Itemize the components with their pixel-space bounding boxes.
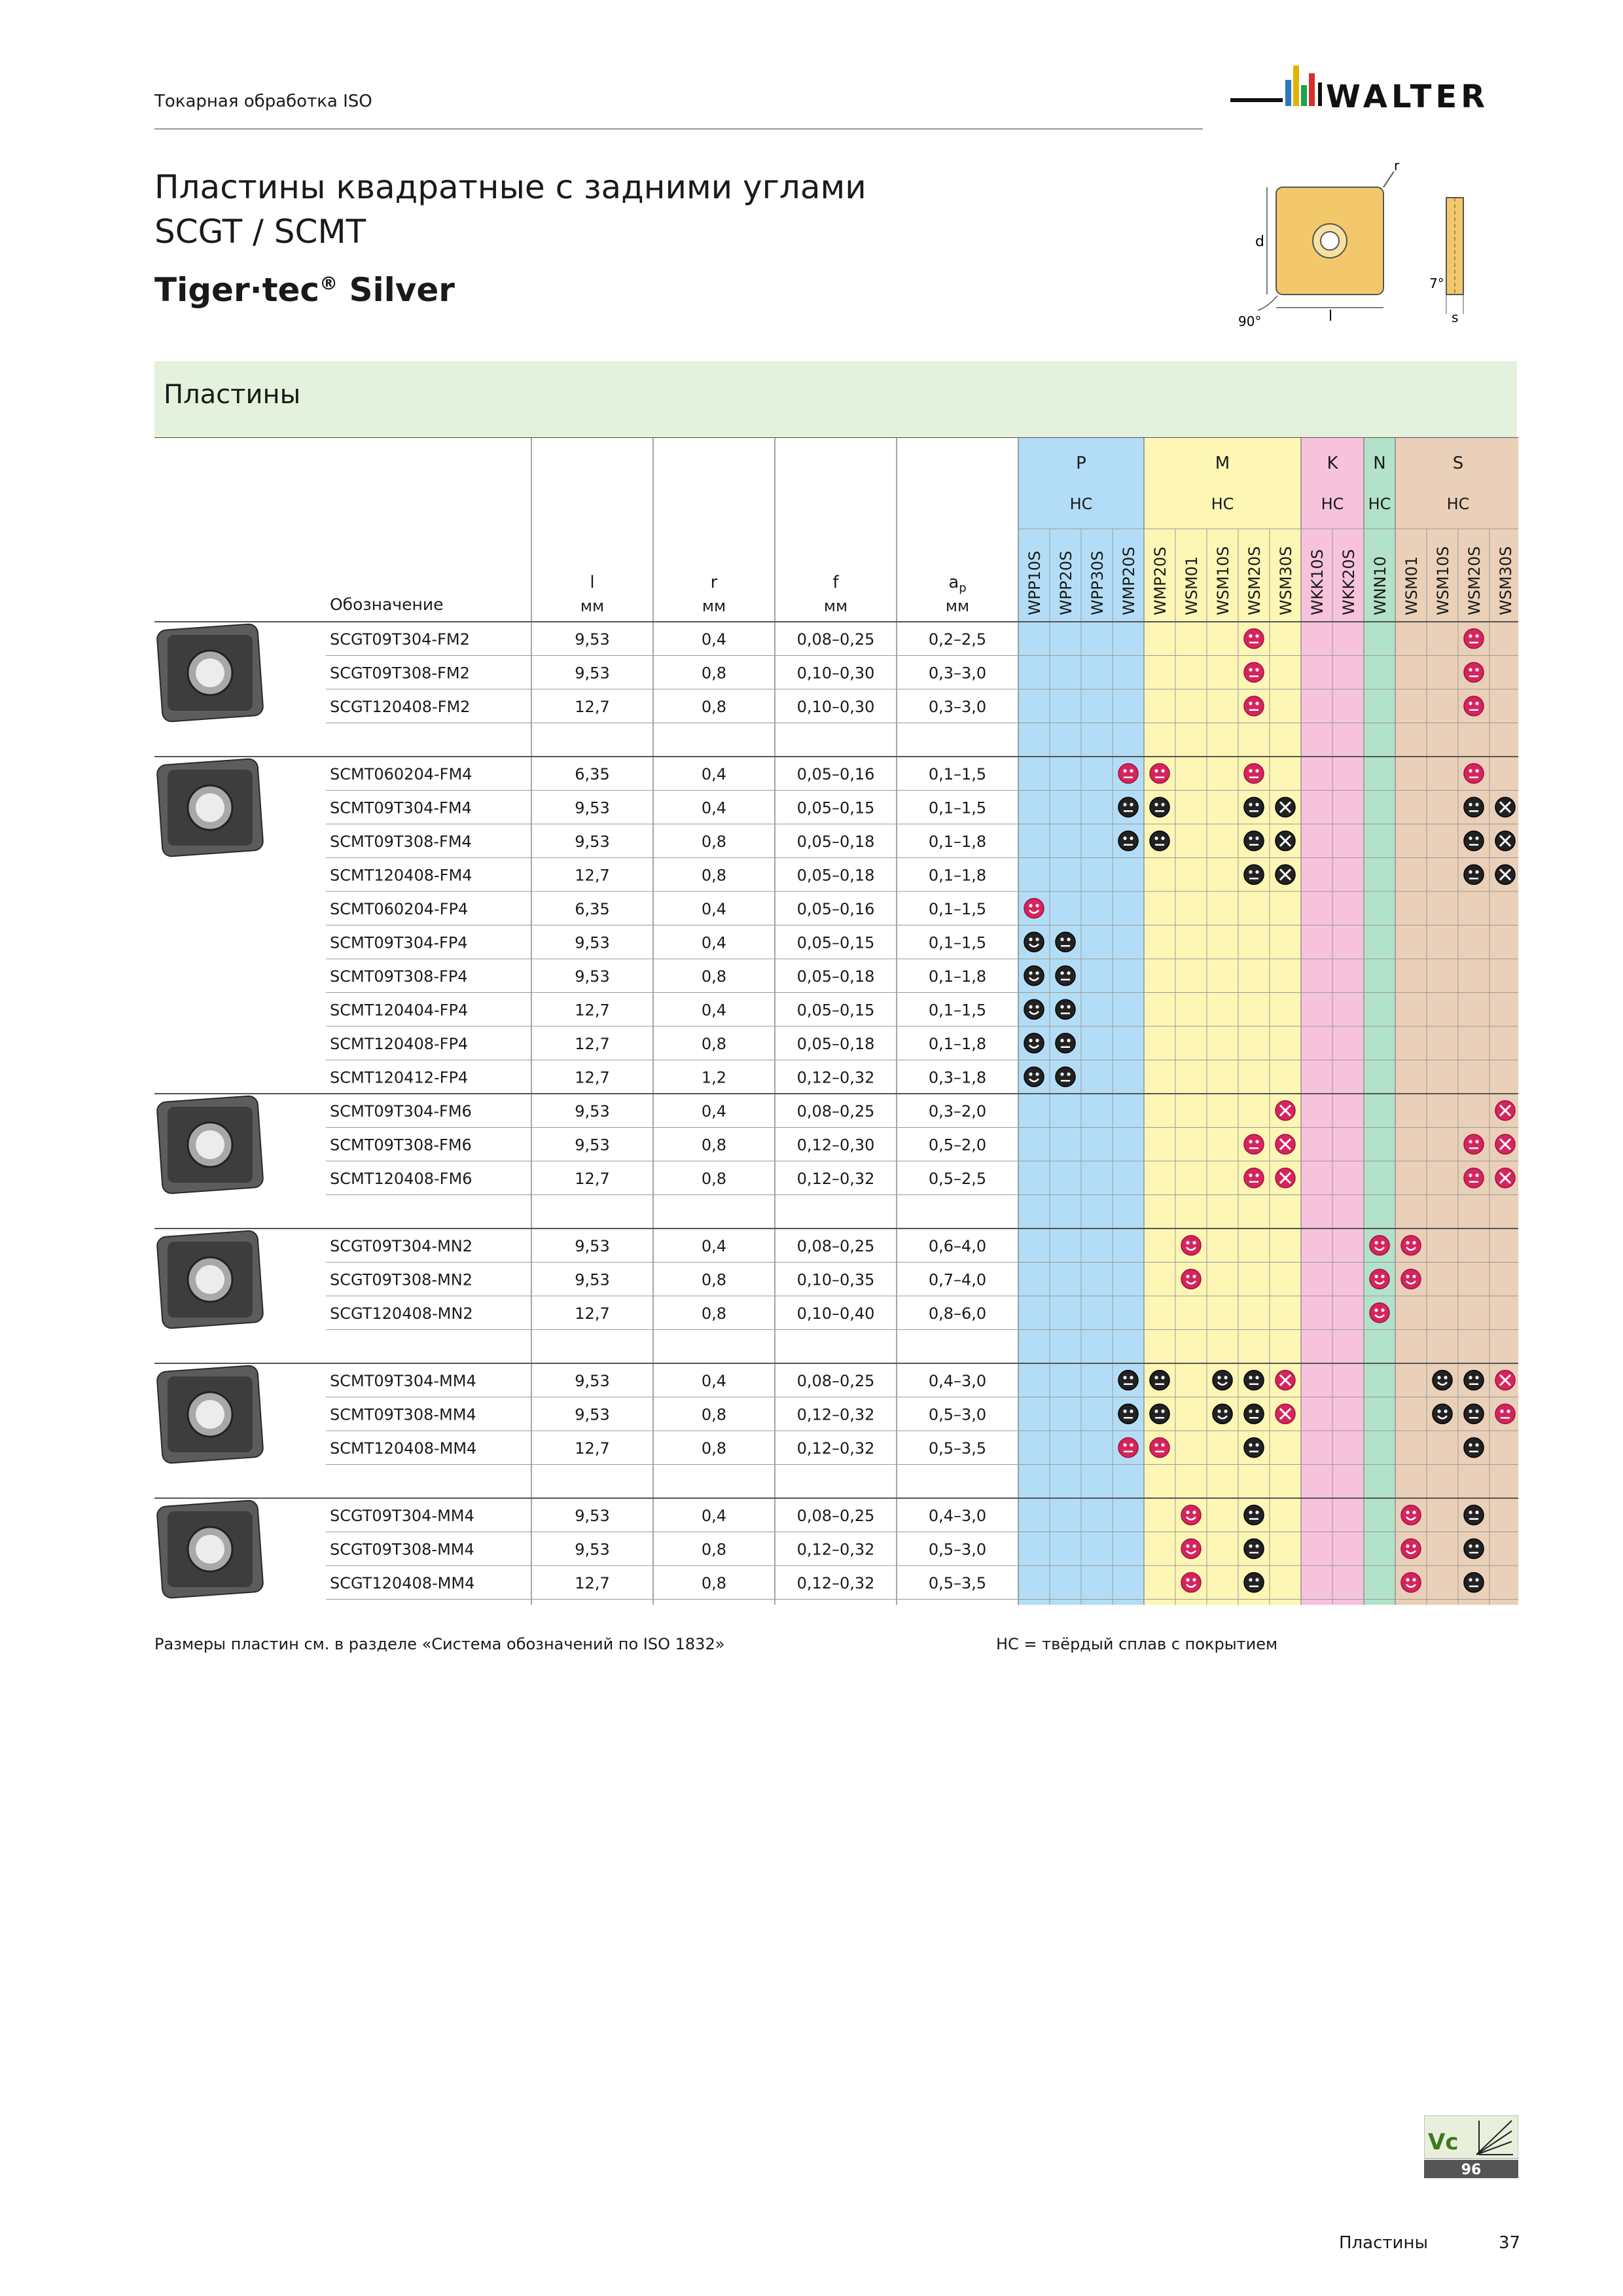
group-hc-label: HC [1321,495,1344,513]
designation-header: Обозначение [330,595,444,614]
depth-cell: 0,5–3,0 [928,1405,987,1424]
designation-cell: SCMT09T304-FM4 [330,798,472,817]
feed-cell: 0,05–0,18 [796,866,875,885]
radius-cell: 0,8 [701,1540,727,1559]
header-rule [154,128,1203,130]
designation-cell: SCGT09T308-FM2 [330,664,470,683]
depth-cell: 0,3–3,0 [928,697,987,716]
feed-cell: 0,05–0,15 [796,933,875,952]
length-cell: 9,53 [575,1102,610,1121]
brand-line-suffix: Silver [338,271,455,309]
depth-cell: 0,1–1,8 [928,1034,987,1053]
length-cell: 9,53 [575,832,610,851]
depth-cell: 0,1–1,8 [928,832,987,851]
suitability-neutral-icon [1118,1371,1138,1390]
cutting-data-badge[interactable] [1424,2115,1518,2178]
insert-photo-scgt-mm4 [156,1500,263,1598]
suitability-neutral-icon [1464,831,1484,851]
suitability-happy-red-icon [1370,1236,1389,1255]
label-angle-7: 7° [1429,276,1444,291]
grade-name-WSM10S: WSM10S [1214,546,1232,615]
designation-cell: SCGT09T304-FM2 [330,630,470,649]
grade-name-WKK10S: WKK10S [1308,549,1327,615]
radius-cell: 0,8 [701,866,727,885]
suitability-neutral-icon [1118,831,1138,851]
length-cell: 9,53 [575,664,610,683]
length-cell: 12,7 [575,1169,610,1188]
suitability-red-icon [1464,1168,1484,1188]
designation-cell: SCGT120408-MN2 [330,1304,473,1323]
suitability-red-icon [1150,764,1169,783]
depth-cell: 0,4–3,0 [928,1371,987,1390]
designation-cell: SCMT09T304-FP4 [330,933,468,952]
suitability-neutral-icon [1244,831,1264,851]
depth-cell: 0,1–1,5 [928,1001,987,1020]
depth-cell: 0,3–1,8 [928,1068,987,1087]
length-cell: 9,53 [575,1371,610,1390]
suitability-happy-icon [1024,932,1044,952]
suitability-neutral-icon [1244,1438,1264,1458]
suitability-neutral-icon [1244,1404,1264,1424]
suitability-cross-red-icon [1275,1168,1295,1188]
dim-header-a: $a_p$ [948,573,967,595]
suitability-neutral-icon [1244,1539,1264,1558]
feed-cell: 0,05–0,15 [796,1001,875,1020]
suitability-neutral-icon [1056,966,1075,986]
grade-name-WPP30S: WPP30S [1088,550,1107,615]
suitability-happy-icon [1213,1404,1232,1424]
insert-photo-scgt-fm2 [156,624,263,722]
suitability-neutral-icon [1150,1371,1169,1390]
radius-cell: 0,4 [701,933,727,952]
brand-wordmark: WALTER [1326,79,1489,115]
radius-cell: 0,8 [701,664,727,683]
group-letter-M: M [1215,454,1230,473]
length-cell: 12,7 [575,1068,610,1087]
suitability-happy-icon [1024,1033,1044,1053]
length-cell: 12,7 [575,1034,610,1053]
depth-cell: 0,2–2,5 [928,630,987,649]
radius-cell: 0,8 [701,1304,727,1323]
suitability-red-icon [1464,1134,1484,1154]
radius-cell: 0,8 [701,1270,727,1289]
length-cell: 9,53 [575,630,610,649]
length-cell: 9,53 [575,1506,610,1525]
feed-cell: 0,08–0,25 [796,1506,875,1525]
suitability-happy-red-icon [1401,1269,1421,1289]
label-l: l [1329,308,1333,325]
grade-name-WPP10S: WPP10S [1026,550,1044,615]
designation-cell: SCMT09T304-FM6 [330,1102,472,1121]
inserts-table [154,437,1518,1605]
section-band [154,361,1517,439]
suitability-cross-icon [1495,865,1515,884]
designation-cell: SCMT09T308-FP4 [330,967,468,986]
suitability-happy-red-icon [1181,1539,1201,1558]
designation-cell: SCMT120408-MM4 [330,1439,477,1458]
suitability-happy-icon [1024,1067,1044,1086]
brand-line-text: Tiger·tec [154,271,320,309]
feed-cell: 0,10–0,40 [796,1304,875,1323]
grade-name-WSM10S: WSM10S [1434,546,1452,615]
length-cell: 12,7 [575,866,610,885]
suitability-neutral-icon [1244,1505,1264,1525]
suitability-cross-red-icon [1495,1371,1515,1390]
label-r: r [1394,158,1400,173]
length-cell: 12,7 [575,697,610,716]
suitability-happy-red-icon [1370,1269,1389,1289]
suitability-cross-icon [1495,831,1515,851]
suitability-red-icon [1464,662,1484,682]
grade-name-WPP20S: WPP20S [1057,550,1075,615]
title-line-2: SCGT / SCMT [154,213,366,251]
dim-header-f: f [832,573,839,592]
depth-cell: 0,1–1,5 [928,933,987,952]
feed-cell: 0,05–0,18 [796,1034,875,1053]
designation-cell: SCGT09T304-MN2 [330,1236,473,1255]
suitability-cross-icon [1275,865,1295,884]
designation-cell: SCMT09T308-FM4 [330,832,472,851]
dim-header-r: r [710,573,718,592]
radius-cell: 0,8 [701,1405,727,1424]
feed-cell: 0,08–0,25 [796,1102,875,1121]
grade-name-WMP20S: WMP20S [1120,547,1138,615]
radius-cell: 0,4 [701,1236,727,1255]
suitability-cross-red-icon [1275,1371,1295,1390]
feed-cell: 0,05–0,15 [796,798,875,817]
length-cell: 12,7 [575,1573,610,1592]
page-number: 37 [1499,2233,1521,2253]
dim-unit: мм [945,597,970,615]
suitability-happy-icon [1213,1371,1232,1390]
suitability-happy-icon [1024,966,1044,986]
feed-cell: 0,10–0,35 [796,1270,875,1289]
suitability-neutral-icon [1244,1371,1264,1390]
footer-label: Пластины [1339,2233,1428,2253]
length-cell: 12,7 [575,1304,610,1323]
suitability-happy-red-icon [1181,1236,1201,1255]
suitability-cross-icon [1275,797,1295,817]
radius-cell: 0,8 [701,1573,727,1592]
depth-cell: 0,5–2,5 [928,1169,987,1188]
feed-cell: 0,12–0,32 [796,1540,875,1559]
suitability-red-icon [1495,1404,1515,1424]
group-letter-S: S [1452,454,1464,473]
grade-name-WSM01: WSM01 [1402,556,1421,615]
dim-unit: мм [702,597,726,615]
grade-name-WSM20S: WSM20S [1465,546,1484,615]
dim-header-l: l [590,573,595,592]
suitability-neutral-icon [1464,1539,1484,1558]
insert-photo-scmt-mm4 [156,1365,263,1463]
suitability-cross-red-icon [1275,1404,1295,1424]
radius-cell: 0,8 [701,1169,727,1188]
designation-cell: SCGT09T304-MM4 [330,1506,474,1525]
suitability-red-icon [1464,764,1484,783]
suitability-red-icon [1118,1438,1138,1458]
suitability-happy-red-icon [1401,1539,1421,1558]
radius-cell: 0,8 [701,832,727,851]
suitability-red-icon [1244,662,1264,682]
label-angle-90: 90° [1238,314,1262,329]
suitability-happy-icon [1024,999,1044,1019]
designation-cell: SCMT09T304-MM4 [330,1371,476,1390]
insert-photo-scmt-fm6 [156,1096,263,1194]
radius-cell: 0,4 [701,899,727,918]
suitability-happy-red-icon [1401,1236,1421,1255]
designation-cell: SCGT120408-MM4 [330,1573,475,1592]
radius-cell: 0,8 [701,1439,727,1458]
designation-cell: SCMT120408-FM6 [330,1169,473,1188]
suitability-neutral-icon [1056,999,1075,1019]
designation-cell: SCMT120408-FM4 [330,866,473,885]
registered-mark: ® [319,272,338,295]
depth-cell: 0,3–2,0 [928,1102,987,1121]
radius-cell: 0,4 [701,1102,727,1121]
radius-cell: 0,4 [701,1506,727,1525]
suitability-cross-red-icon [1275,1134,1295,1154]
suitability-happy-icon [1433,1404,1452,1424]
feed-cell: 0,05–0,18 [796,967,875,986]
suitability-neutral-icon [1150,831,1169,851]
suitability-neutral-icon [1464,1438,1484,1458]
feed-cell: 0,05–0,16 [796,899,875,918]
designation-cell: SCMT060204-FM4 [330,764,473,783]
label-d: d [1255,234,1264,250]
feed-cell: 0,12–0,32 [796,1439,875,1458]
suitability-happy-red-icon [1181,1269,1201,1289]
radius-cell: 1,2 [701,1068,727,1087]
suitability-neutral-icon [1056,1033,1075,1053]
suitability-red-icon [1118,764,1138,783]
walter-logo [1230,60,1518,126]
insert-photo-scmt-fm4-fp4 [156,759,263,857]
radius-cell: 0,4 [701,798,727,817]
radius-cell: 0,8 [701,1034,727,1053]
feed-cell: 0,08–0,25 [796,630,875,649]
length-cell: 9,53 [575,1270,610,1289]
suitability-neutral-icon [1464,1371,1484,1390]
designation-cell: SCMT120404-FP4 [330,1001,469,1020]
product-line [154,271,455,309]
depth-cell: 0,5–2,0 [928,1136,987,1155]
feed-cell: 0,08–0,25 [796,1236,875,1255]
suitability-neutral-icon [1118,797,1138,817]
suitability-neutral-icon [1150,797,1169,817]
feed-cell: 0,08–0,25 [796,1371,875,1390]
radius-cell: 0,4 [701,1001,727,1020]
group-letter-K: K [1327,454,1338,473]
length-cell: 9,53 [575,967,610,986]
group-hc-label: HC [1211,495,1234,513]
suitability-red-icon [1244,1134,1264,1154]
suitability-cross-red-icon [1495,1101,1515,1121]
suitability-cross-red-icon [1495,1134,1515,1154]
feed-cell: 0,10–0,30 [796,697,875,716]
suitability-cross-red-icon [1275,1101,1295,1121]
grade-name-WKK20S: WKK20S [1340,549,1358,615]
radius-cell: 0,4 [701,1371,727,1390]
depth-cell: 0,1–1,5 [928,899,987,918]
feed-cell: 0,05–0,16 [796,764,875,783]
length-cell: 9,53 [575,1136,610,1155]
designation-cell: SCMT09T308-MM4 [330,1405,476,1424]
suitability-happy-red-icon [1401,1505,1421,1525]
grade-name-WSM30S: WSM30S [1497,546,1515,615]
group-hc-label: HC [1069,495,1093,513]
designation-cell: SCMT120408-FP4 [330,1034,469,1053]
suitability-happy-icon [1433,1371,1452,1390]
suitability-neutral-icon [1464,1505,1484,1525]
length-cell: 9,53 [575,1236,610,1255]
grade-name-WSM30S: WSM30S [1277,546,1295,615]
radius-cell: 0,4 [701,630,727,649]
grade-name-WSM20S: WSM20S [1245,546,1264,615]
title-line-1: Пластины квадратные с задними углами [154,168,866,206]
depth-cell: 0,1–1,8 [928,866,987,885]
depth-cell: 0,7–4,0 [928,1270,987,1289]
suitability-cross-icon [1275,831,1295,851]
depth-cell: 0,1–1,5 [928,764,987,783]
grade-name-WNN10: WNN10 [1371,556,1389,615]
running-head: Токарная обработка ISO [154,92,372,111]
suitability-red-icon [1464,696,1484,716]
designation-cell: SCGT120408-FM2 [330,697,471,716]
suitability-neutral-icon [1150,1404,1169,1424]
feed-cell: 0,10–0,30 [796,664,875,683]
designation-cell: SCMT09T308-FM6 [330,1136,472,1155]
feed-cell: 0,12–0,32 [796,1405,875,1424]
depth-cell: 0,8–6,0 [928,1304,987,1323]
suitability-happy-red-icon [1181,1505,1201,1525]
designation-cell: SCGT09T308-MN2 [330,1270,473,1289]
section-title: Пластины [164,380,301,410]
feed-cell: 0,05–0,18 [796,832,875,851]
designation-cell: SCGT09T308-MM4 [330,1540,474,1559]
dim-unit: мм [580,597,605,615]
depth-cell: 0,5–3,5 [928,1439,987,1458]
hc-note: HC = твёрдый сплав с покрытием [996,1635,1278,1653]
radius-cell: 0,8 [701,1136,727,1155]
suitability-neutral-icon [1244,1573,1264,1592]
badge-page-ref: 96 [1461,2162,1482,2178]
depth-cell: 0,5–3,5 [928,1573,987,1592]
suitability-red-icon [1150,1438,1169,1458]
feed-cell: 0,12–0,32 [796,1068,875,1087]
grade-name-WMP20S: WMP20S [1151,547,1169,615]
length-cell: 9,53 [575,1540,610,1559]
suitability-neutral-icon [1464,865,1484,884]
group-hc-label: HC [1446,495,1470,513]
suitability-red-icon [1464,629,1484,649]
length-cell: 9,53 [575,1405,610,1424]
suitability-cross-icon [1495,797,1515,817]
suitability-neutral-icon [1244,865,1264,884]
grade-name-WSM01: WSM01 [1183,556,1201,615]
vc-icon: Vc [1428,2129,1459,2155]
depth-cell: 0,3–3,0 [928,664,987,683]
suitability-happy-red-icon [1401,1573,1421,1592]
suitability-neutral-icon [1118,1404,1138,1424]
designation-cell: SCMT060204-FP4 [330,899,469,918]
suitability-happy-red-icon [1370,1303,1389,1323]
depth-cell: 0,6–4,0 [928,1236,987,1255]
radius-cell: 0,8 [701,697,727,716]
group-letter-N: N [1373,454,1386,473]
length-cell: 9,53 [575,933,610,952]
feed-cell: 0,12–0,30 [796,1136,875,1155]
label-s: s [1452,310,1459,325]
radius-cell: 0,8 [701,967,727,986]
depth-cell: 0,4–3,0 [928,1506,987,1525]
suitability-neutral-icon [1056,1067,1075,1086]
insert-photo-scgt-mn2 [156,1230,263,1329]
suitability-happy-red-icon [1181,1573,1201,1592]
group-hc-label: HC [1368,495,1391,513]
radius-cell: 0,4 [701,764,727,783]
length-cell: 12,7 [575,1439,610,1458]
suitability-red-icon [1244,764,1264,783]
suitability-red-icon [1244,696,1264,716]
suitability-neutral-icon [1244,797,1264,817]
suitability-red-icon [1244,629,1264,649]
suitability-neutral-icon [1464,1404,1484,1424]
depth-cell: 0,1–1,5 [928,798,987,817]
length-cell: 12,7 [575,1001,610,1020]
suitability-cross-red-icon [1495,1168,1515,1188]
suitability-neutral-icon [1464,1573,1484,1592]
group-letter-P: P [1076,454,1086,473]
length-cell: 9,53 [575,798,610,817]
suitability-neutral-icon [1056,932,1075,952]
depth-cell: 0,5–3,0 [928,1540,987,1559]
designation-cell: SCMT120412-FP4 [330,1068,469,1087]
length-cell: 6,35 [575,764,610,783]
insert-geometry-diagram [1237,157,1525,334]
footnote: Размеры пластин см. в разделе «Система обозначений по ISO 1832» [154,1635,725,1653]
suitability-happy-red-icon [1024,899,1044,918]
length-cell: 6,35 [575,899,610,918]
suitability-red-icon [1244,1168,1264,1188]
page-title [154,165,866,254]
depth-cell: 0,1–1,8 [928,967,987,986]
feed-cell: 0,12–0,32 [796,1169,875,1188]
feed-cell: 0,12–0,32 [796,1573,875,1592]
suitability-neutral-icon [1464,797,1484,817]
dim-unit: мм [823,597,848,615]
